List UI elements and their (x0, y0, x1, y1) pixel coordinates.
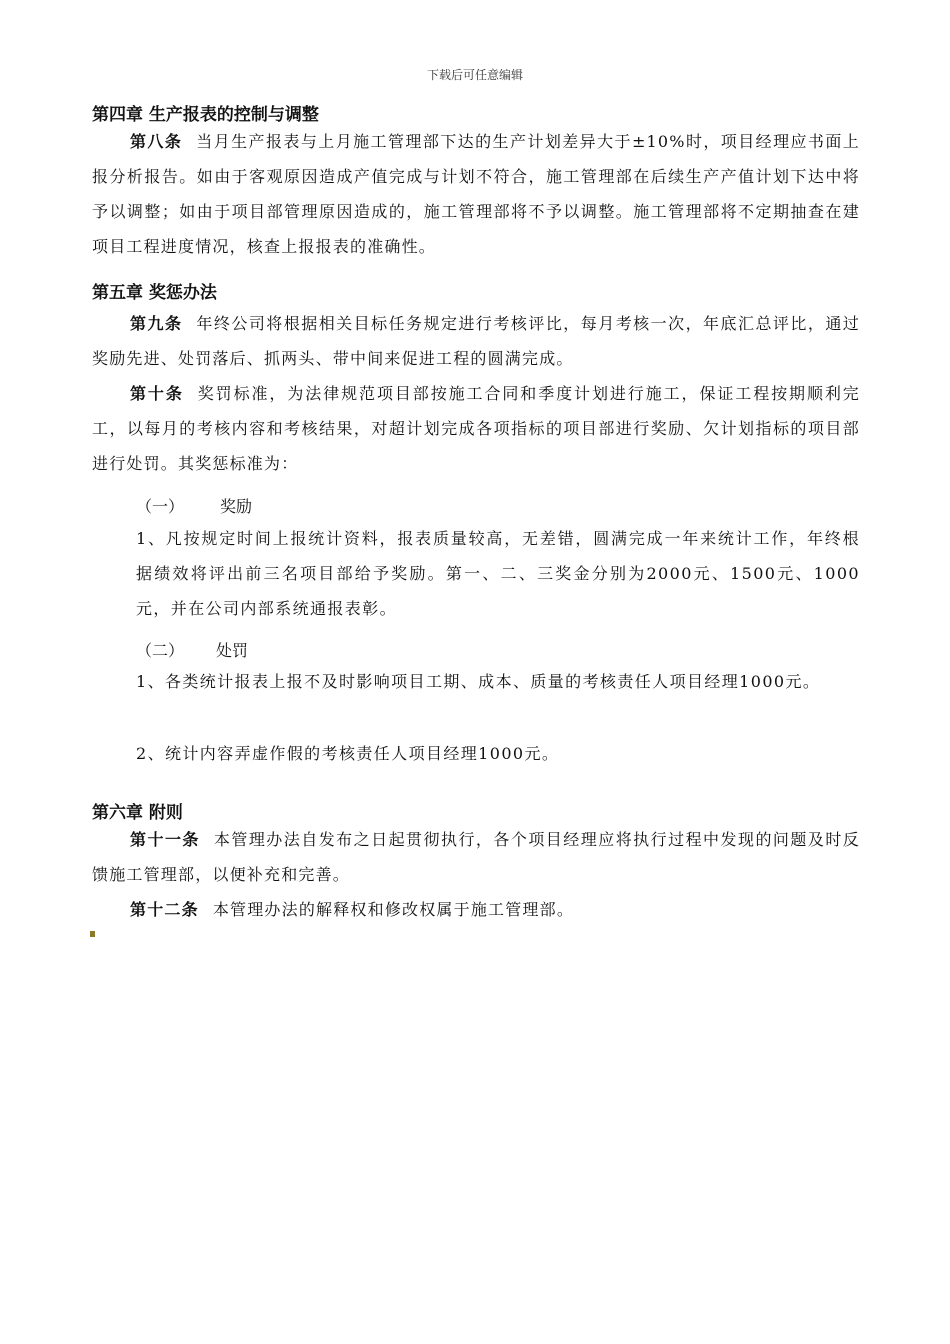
penalty-num: （二） (136, 641, 185, 660)
penalty-heading (136, 638, 248, 661)
chapter-4-title: 第四章 生产报表的控制与调整 (92, 105, 319, 125)
chapter-6-title: 第六章 附则 (92, 803, 183, 823)
article-9-text: 年终公司将根据相关目标任务规定进行考核评比，每月考核一次，年底汇总评比，通过奖励先进、处罚落后、抓两头、带中间来促进工程的圆满完成。 (92, 314, 860, 368)
penalty-label: 处罚 (216, 641, 249, 660)
chapter-5-title: 第五章 奖惩办法 (92, 283, 217, 303)
article-9-label: 第九条 (130, 314, 183, 333)
penalty-item-1: 1、各类统计报表上报不及时影响项目工期、成本、质量的考核责任人项目经理1000元。 (136, 672, 821, 691)
article-12-label: 第十二条 (130, 900, 199, 919)
article-11-text: 本管理办法自发布之日起贯彻执行，各个项目经理应将执行过程中发现的问题及时反馈施工管理部，以便补充和完善。 (92, 830, 860, 884)
article-10-label: 第十条 (130, 384, 184, 403)
article-10-text: 奖罚标准，为法律规范项目部按施工合同和季度计划进行施工，保证工程按期顺利完工，以每月的考核内容和考核结果，对超计划完成各项指标的项目部进行奖励、欠计划指标的项目部进行处罚。其奖惩标准为： (92, 384, 860, 473)
reward-label: 奖励 (220, 497, 253, 516)
article-11 (92, 822, 860, 892)
paragraph-marker-icon (90, 931, 95, 937)
article-8 (92, 124, 860, 264)
reward-item-1: 1、凡按规定时间上报统计资料，报表质量较高，无差错，圆满完成一年来统计工作，年终根据绩效将评出前三名项目部给予奖励。第一、二、三奖金分别为2000元、1500元、1000元，并在公司内部系统通报表彰。 (136, 529, 860, 618)
reward-heading (136, 494, 252, 517)
penalty-item-2: 2、统计内容弄虚作假的考核责任人项目经理1000元。 (136, 744, 560, 763)
article-12 (92, 892, 860, 927)
header-note: 下载后可任意编辑 (426, 68, 523, 82)
article-9 (92, 306, 860, 376)
article-10 (92, 376, 860, 481)
article-8-text: 当月生产报表与上月施工管理部下达的生产计划差异大于±10%时，项目经理应书面上报分析报告。如由于客观原因造成产值完成与计划不符合，施工管理部在后续生产产值计划下达中将予以调整；如由于项目部管理原因造成的，施工管理部将不予以调整。施工管理部将不定期抽查在建项目工程进度情况，核查上报报表的准确性。 (92, 132, 860, 256)
reward-num: （一） (136, 497, 185, 516)
article-11-label: 第十一条 (130, 830, 200, 849)
article-8-label: 第八条 (130, 132, 183, 151)
article-12-text: 本管理办法的解释权和修改权属于施工管理部。 (212, 900, 575, 919)
